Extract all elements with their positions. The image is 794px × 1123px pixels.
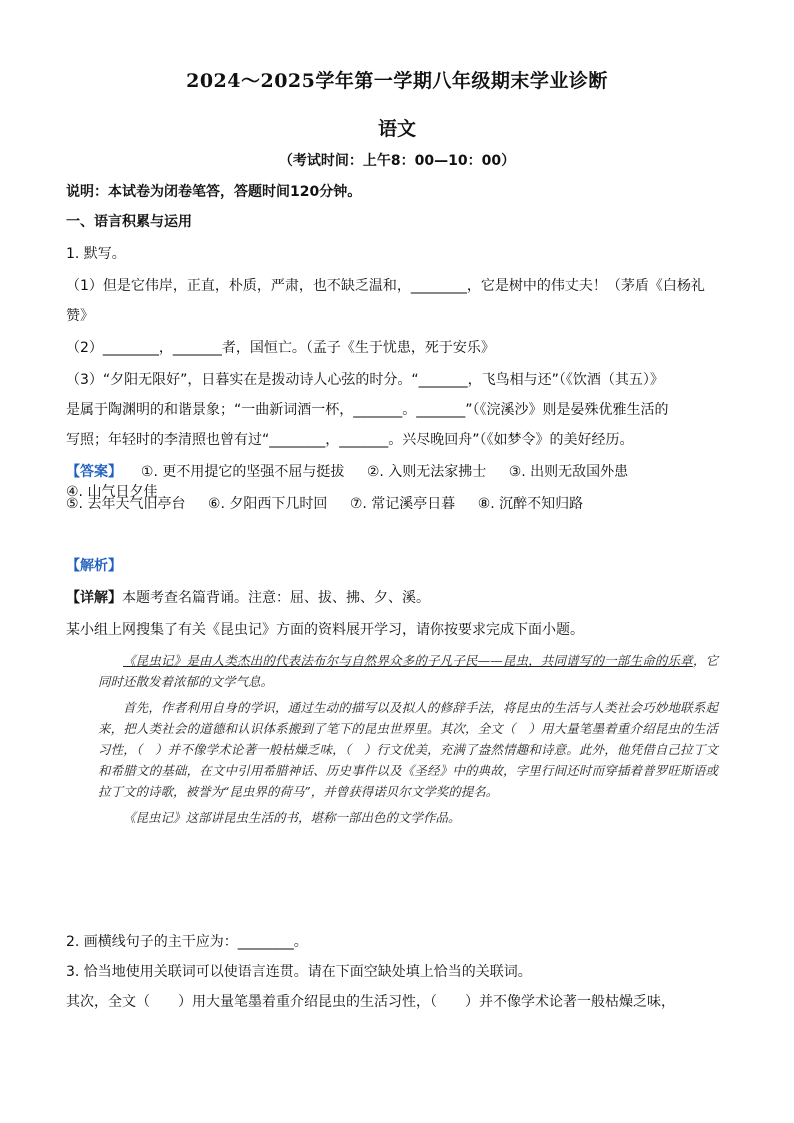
passage-intro: 某小组上网搜集了有关《昆虫记》方面的资料展开学习，请你按要求完成下面小题。	[66, 622, 584, 638]
q1-line-1: （1）但是它伟岸，正直，朴质，严肃，也不缺乏温和，________，它是树中的伟丈夫！（茅盾《白杨礼	[66, 278, 705, 294]
q1-line-1b: 赞》	[66, 308, 94, 324]
passage-paragraph-1	[98, 650, 718, 692]
exam-note: 说明：本试卷为闭卷笔答，答题时间120分钟。	[66, 184, 362, 200]
exam-time: （考试时间：上午8：00—10：00）	[278, 153, 516, 169]
answer-tag: 【答案】	[66, 464, 122, 480]
detail-line	[66, 588, 730, 608]
answer-item: ⑦. 常记溪亭日暮	[349, 496, 456, 512]
answer-item: ⑧. 沉醉不知归路	[477, 496, 584, 512]
answer-block-2	[66, 494, 728, 514]
answer-item: ③. 出则无敌国外患	[508, 464, 629, 480]
passage-paragraph-2: 首先，作者利用自身的学识，通过生动的描写以及拟人的修辞手法，将昆虫的生活与人类社会巧妙地联系起来，把人类社会的道德和认识体系搬到了笔下的昆虫世界里。其次，全文（ ）用大量笔墨着重介绍昆虫的生活习性，（ ）并不像学术论著一般枯燥乏味，（ ）行文优美，充满了盎然情趣和诗意。此外，他凭借自己拉丁文和希腊文的基础，在文中引用希腊神话、历史事件以及《圣经》中的典故，字里行间还时而穿插着普罗旺斯语或拉丁文的诗歌，被誉为“昆虫界的荷马”，并曾获得诺贝尔文学奖的提名。	[98, 700, 718, 799]
analysis-tag: 【解析】	[66, 558, 122, 574]
answer-item: ⑥. 夕阳西下几时回	[207, 496, 328, 512]
q2: 2. 画横线句子的主干应为：________。	[66, 934, 308, 950]
underlined-sentence: 《昆虫记》是由人类杰出的代表法布尔与自然界众多的子凡子民——昆虫，共同谱写的一部生命的乐章	[123, 653, 693, 668]
section-1-title: 一、语言积累与运用	[66, 214, 192, 230]
passage	[98, 650, 718, 833]
answer-item: ⑤. 去年天气旧亭台	[66, 496, 186, 512]
detail-tag: 【详解】	[66, 590, 122, 606]
exam-title: 2024～2025学年第一学期八年级期末学业诊断	[186, 70, 608, 92]
q1-line-3: （3）“夕阳无限好”，日暮实在是拨动诗人心弦的时分。“_______，飞鸟相与还”（《饮酒（其五）》	[66, 372, 664, 388]
detail-text: 本题考查名篇背诵。注意：屈、拔、拂、夕、溪。	[122, 590, 430, 606]
q1-line-5: 写照；年轻时的李清照也曾有过“________，_______。兴尽晚回舟”（《如梦令》的美好经历。	[66, 432, 634, 448]
passage-p1-rest: ，它同时还散发着浓郁的文学气息。	[98, 653, 718, 689]
answer-item: ①. 更不用提它的坚强不屈与挺拔	[140, 464, 345, 480]
q3: 3. 恰当地使用关联词可以使语言连贯。请在下面空缺处填上恰当的关联词。	[66, 964, 532, 980]
q3-line: 其次，全文（ ）用大量笔墨着重介绍昆虫的生活习性，（ ）并不像学术论著一般枯燥乏味，	[66, 994, 675, 1010]
answer-item: ②. 入则无法家拂士	[366, 464, 487, 480]
passage-paragraph-3: 《昆虫记》这部讲昆虫生活的书，堪称一部出色的文学作品。	[123, 810, 461, 825]
q1-line-2: （2）________，_______者，国恒亡。（孟子《生于忧患，死于安乐》	[66, 340, 495, 356]
answer-item: ④. 山气日夕佳	[66, 484, 158, 500]
q1-title: 1. 默写。	[66, 246, 126, 262]
q1-line-4: 是属于陶渊明的和谐景象；“一曲新词酒一杯，_______。_______”（《浣溪沙》则是晏殊优雅生活的	[66, 402, 669, 418]
subject-title: 语文	[377, 118, 416, 140]
